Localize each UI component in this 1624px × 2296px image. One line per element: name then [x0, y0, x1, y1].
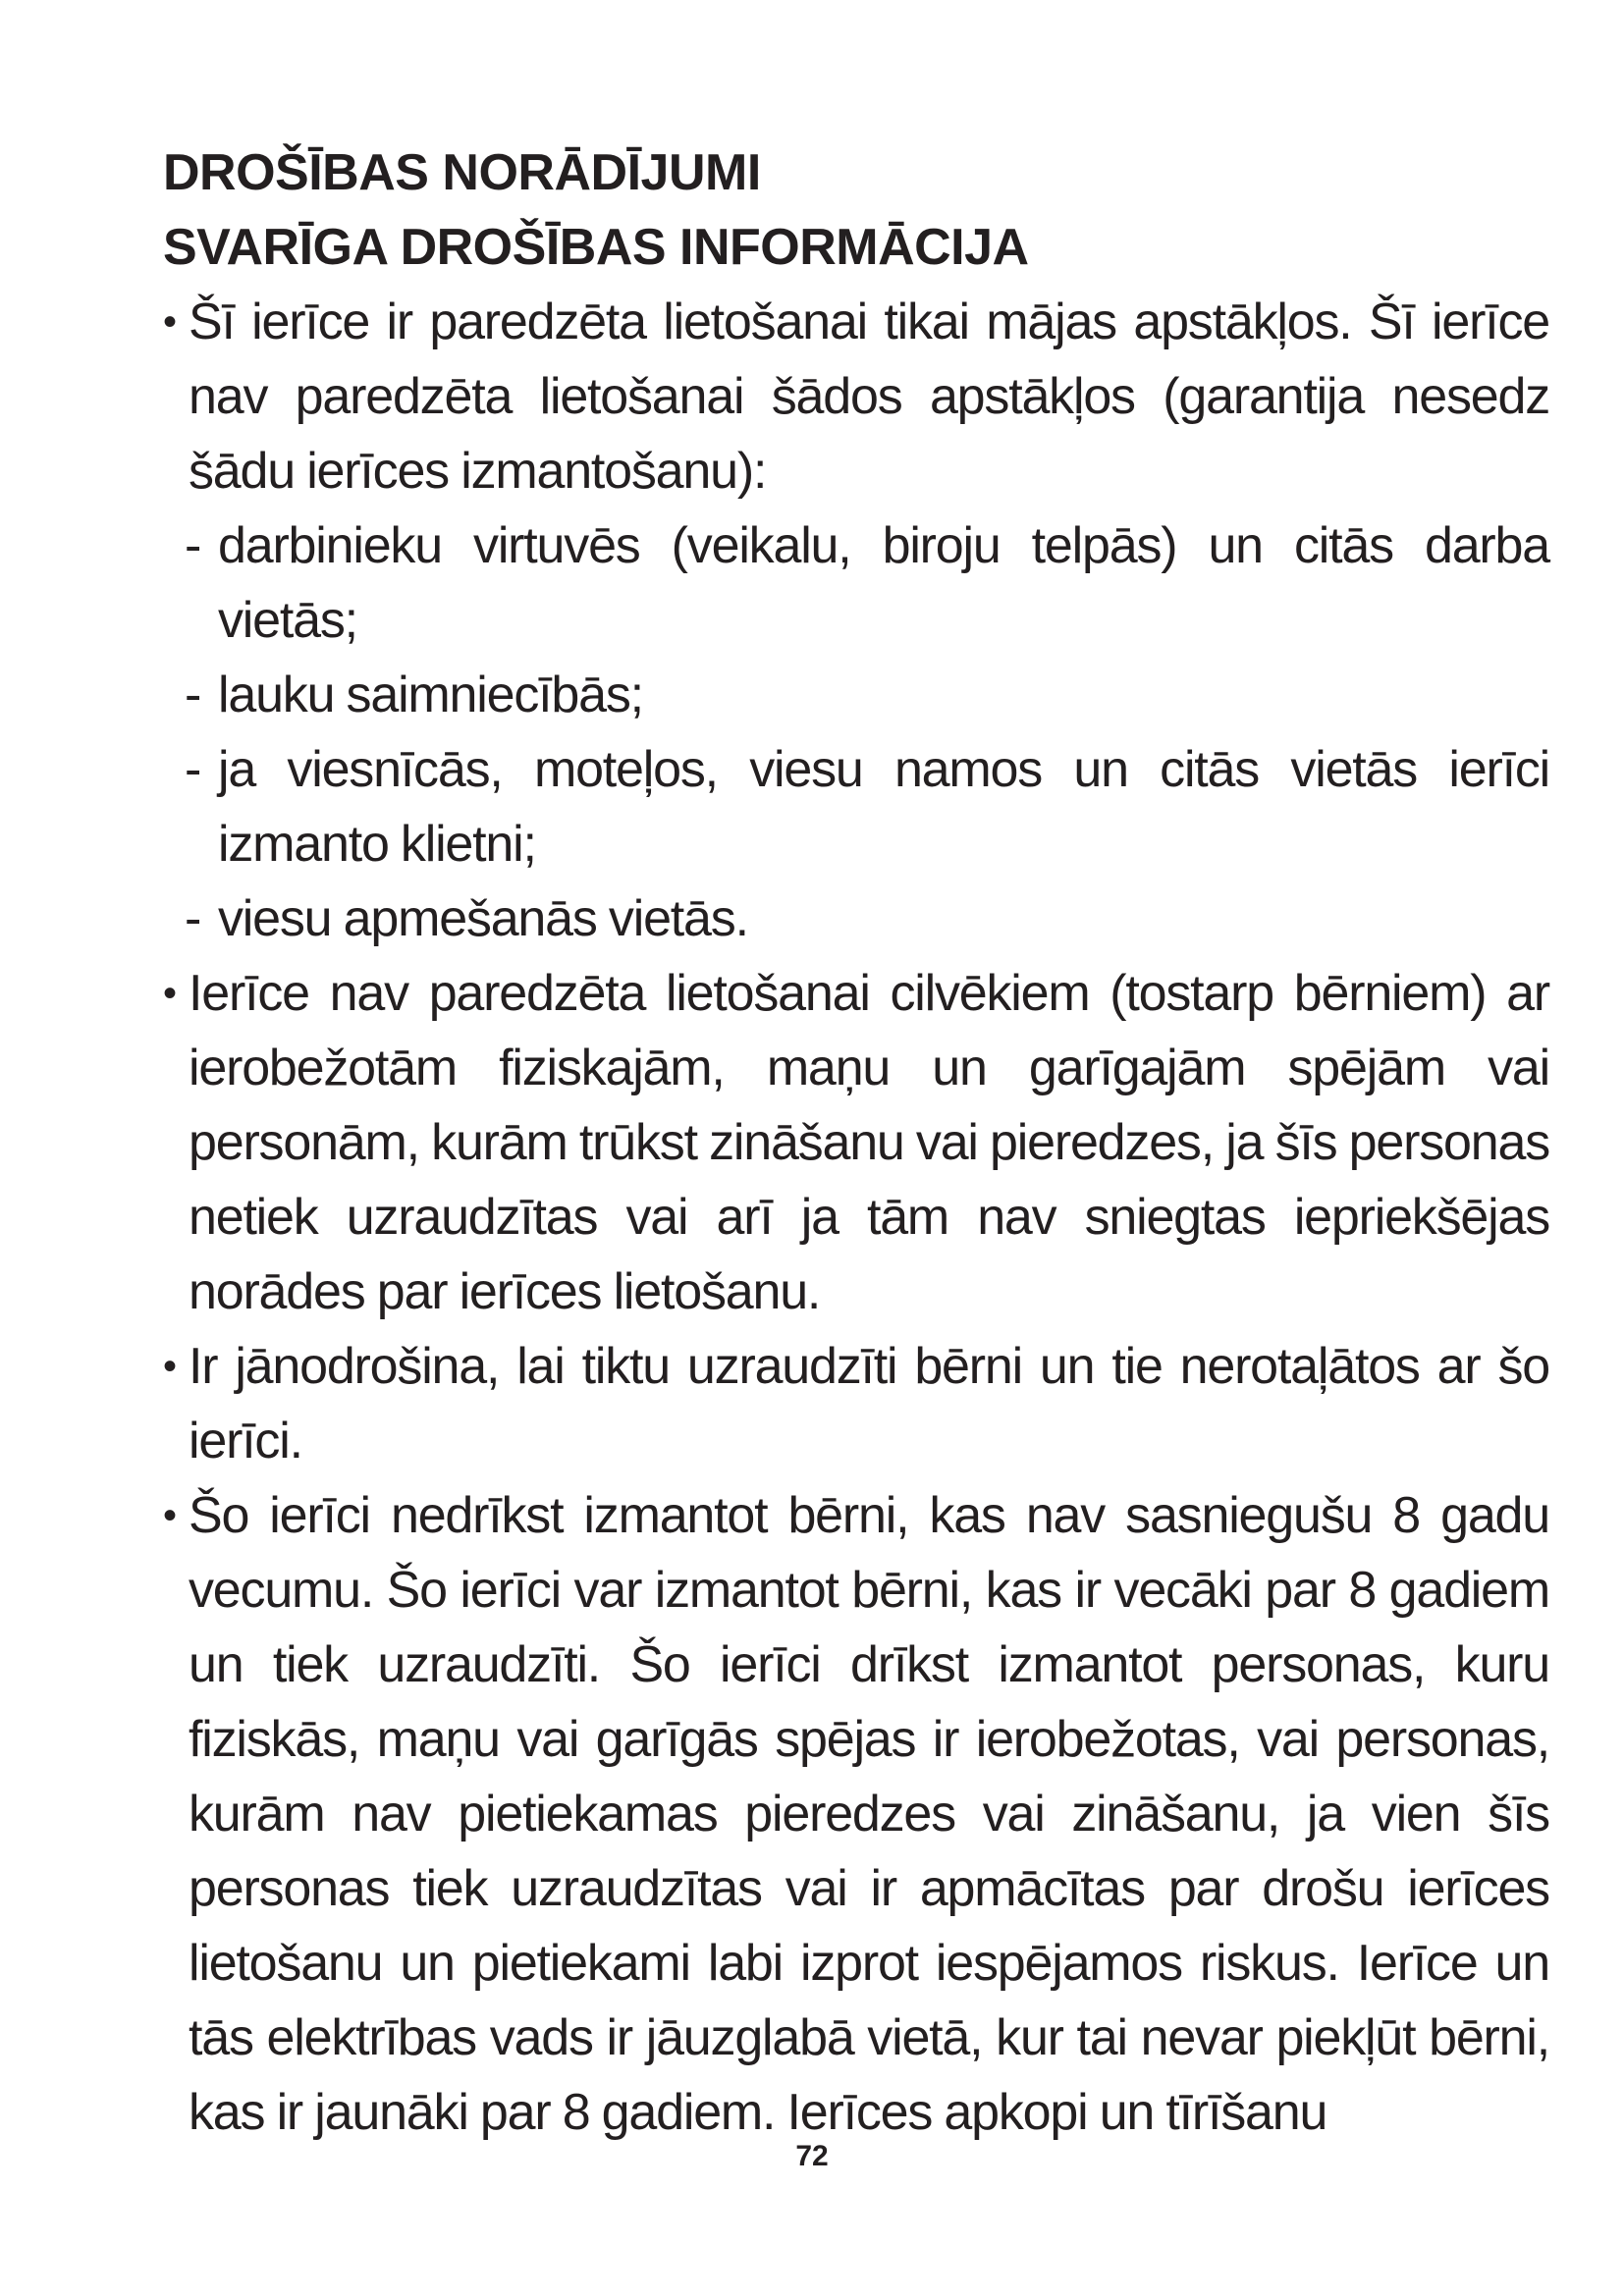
sub-list-text: lauku saimniecībās; — [218, 667, 643, 723]
bullet-text: Šī ierīce ir paredzēta lietošanai tikai mājas apstākļos. Šī ierīce nav paredzēta lietošanai šādos apstākļos (garantija nesedz šādu ierīces izmantošanu): — [189, 294, 1549, 500]
bullet-text: Ierīce nav paredzēta lietošanai cilvēkiem (tostarp bērniem) ar ierobežotām fiziskajām, maņu un garīgajām spējām vai personām, kurām trūkst zināšanu vai pieredzes, ja šīs personas netiek uzraudzītas vai arī ja tām nav sniegtas iepriekšējas norādes par ierīces lietošanu. — [189, 965, 1549, 1320]
sub-list-text: ja viesnīcās, moteļos, viesu namos un citās vietās ierīci izmanto klietni; — [218, 741, 1549, 873]
bullet-item — [163, 1478, 1549, 2150]
dash-marker: - — [185, 667, 201, 723]
bullet-marker: • — [163, 1345, 176, 1388]
bullet-marker: • — [163, 972, 176, 1015]
sub-list-text: viesu apmešanās vietās. — [218, 890, 748, 947]
bullet-marker: • — [163, 300, 176, 344]
section-subheading: SVARĪGA DROŠĪBAS INFORMĀCIJA — [163, 219, 1029, 276]
bullet-text: Ir jānodrošina, lai tiktu uzraudzīti bērni un tie nerotaļātos ar šo ierīci. — [189, 1338, 1549, 1469]
sub-list-item — [163, 881, 1549, 956]
document-page — [163, 135, 1549, 2150]
page-number: 72 — [795, 2140, 829, 2172]
sub-list-item — [163, 658, 1549, 732]
bullet-marker: • — [163, 1494, 176, 1537]
bullet-item — [163, 956, 1549, 1329]
dash-marker: - — [185, 890, 201, 947]
sub-list-text: darbinieku virtuvēs (veikalu, biroju telpās) un citās darba vietās; — [218, 517, 1549, 649]
bullet-item — [163, 285, 1549, 508]
dash-marker: - — [185, 517, 201, 574]
safety-instructions — [163, 285, 1549, 2150]
sub-list-item — [163, 732, 1549, 881]
bullet-text: Šo ierīci nedrīkst izmantot bērni, kas nav sasniegušu 8 gadu vecumu. Šo ierīci var izmantot bērni, kas ir vecāki par 8 gadiem un tiek uzraudzīti. Šo ierīci drīkst izmantot personas, kuru fiziskās, maņu vai garīgās spējas ir ierobežotas, vai personas, kurām nav pietiekamas pieredzes vai zināšanu, ja vien šīs personas tiek uzraudzītas vai ir apmācītas par drošu ierīces lietošanu un pietiekami labi izprot iespējamos riskus. Ierīce un tās elektrības vads ir jāuzglabā vietā, kur tai nevar piekļūt bērni, kas ir jaunāki par 8 gadiem. Ierīces apkopi un tīrīšanu — [189, 1487, 1549, 2141]
sub-list-item — [163, 508, 1549, 658]
section-heading: DROŠĪBAS NORĀDĪJUMI — [163, 144, 761, 201]
dash-marker: - — [185, 741, 201, 798]
bullet-item — [163, 1329, 1549, 1478]
